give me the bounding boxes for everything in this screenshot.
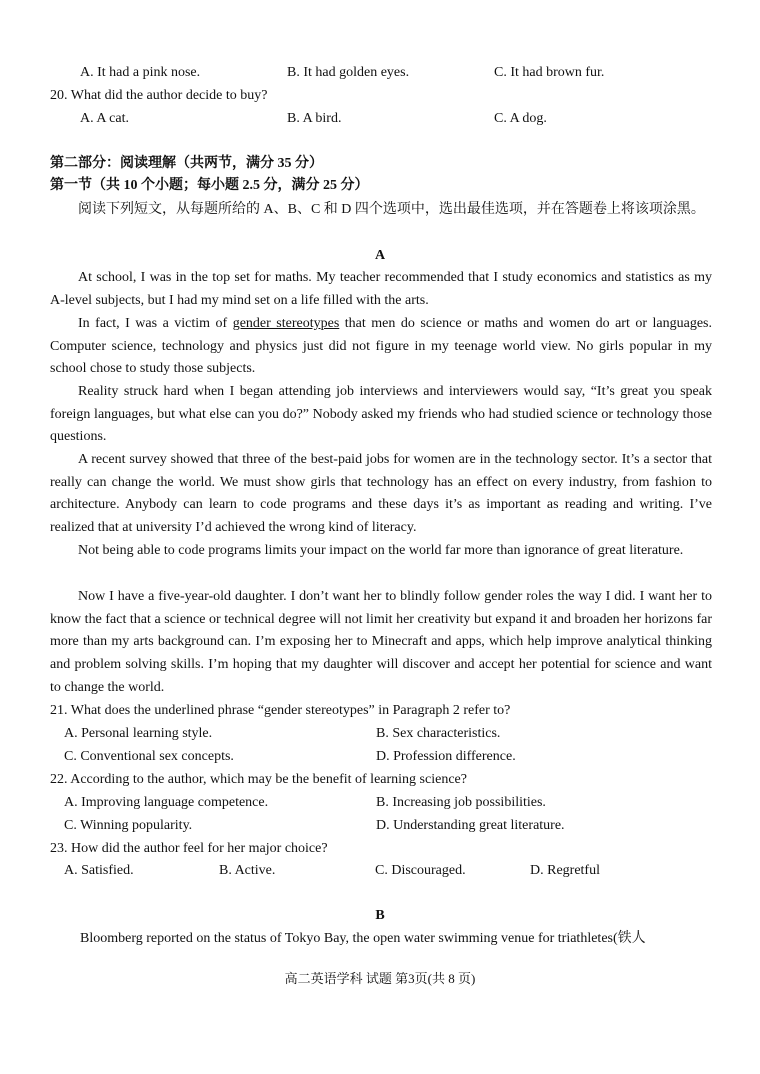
q19-option-b[interactable]: B. It had golden eyes.: [287, 65, 410, 80]
passage-a-paragraph-1: At school, I was in the top set for maths. My teacher recommended that I study economics and statistics as my A-level subjects, but I had my mind set on a life filled with the arts.: [50, 270, 712, 308]
q23-option-b[interactable]: B. Active.: [219, 863, 276, 878]
q23-stem: 23. How did the author feel for her major choice?: [50, 841, 328, 856]
q22-option-d[interactable]: D. Understanding great literature.: [376, 818, 565, 833]
part2-heading: 第二部分：阅读理解（共两节，满分 35 分）: [50, 156, 323, 171]
q21-option-a[interactable]: A. Personal learning style.: [64, 726, 213, 741]
page-footer: 高二英语学科 试题 第3页(共 8 页): [284, 971, 476, 986]
q20-stem: 20. What did the author decide to buy?: [50, 88, 268, 103]
passage-a-label: A: [374, 248, 386, 263]
q19-option-a[interactable]: A. It had a pink nose.: [80, 65, 201, 80]
q21-option-d[interactable]: D. Profession difference.: [376, 749, 516, 764]
section1-heading: 第一节（共 10 个小题；每小题 2.5 分，满分 25 分）: [50, 178, 369, 193]
q23-option-c[interactable]: C. Discouraged.: [375, 863, 466, 878]
q20-option-b[interactable]: B. A bird.: [287, 111, 342, 126]
p2-text-after: that men do science or maths and women do art or languages. Computer science, technology and physics just did not figure in my teenage world view. No girls popular in my school chose to study those subjects.: [50, 316, 712, 377]
q22-option-c[interactable]: C. Winning popularity.: [64, 818, 193, 833]
q23-option-d[interactable]: D. Regretful: [530, 863, 600, 878]
passage-a-paragraph-2: [50, 313, 712, 381]
passage-a-paragraph-5: Not being able to code programs limits your impact on the world far more than ignorance of great literature.: [78, 543, 684, 558]
passage-a-paragraph-4: A recent survey showed that three of the best-paid jobs for women are in the technology sector. It’s a sector that really can change the world. We must show girls that technology has an effect on every industry, from fashion to architecture. Anybody can learn to code programs and these days it’s as important as reading and writing. I’ve realized that at university I’d achieved the wrong kind of literacy.: [50, 452, 712, 536]
p2-text-before: In fact, I was a victim of: [78, 316, 233, 331]
q23-option-a[interactable]: A. Satisfied.: [64, 863, 134, 878]
q21-option-c[interactable]: C. Conventional sex concepts.: [64, 749, 234, 764]
instructions: 阅读下列短文，从每题所给的 A、B、C 和 D 四个选项中，选出最佳选项，并在答题卷上将该项涂黑。: [78, 202, 705, 217]
q20-option-c[interactable]: C. A dog.: [494, 111, 547, 126]
passage-b-label: B: [375, 908, 385, 923]
q22-option-b[interactable]: B. Increasing job possibilities.: [376, 795, 546, 810]
passage-a-paragraph-6: Now I have a five-year-old daughter. I don’t want her to blindly follow gender roles the way I did. I want her to know the fact that a science or technical degree will not limit her creativity but expand it and broaden her horizons far more than my arts background can. I’m exposing her to Minecraft and apps, which help improve analytical thinking and problem solving skills. I’m hoping that my daughter will discover and accept her potential for science and want to change the world.: [50, 589, 712, 695]
q20-option-a[interactable]: A. A cat.: [80, 111, 129, 126]
passage-a-paragraph-3: Reality struck hard when I began attending job interviews and interviewers would say, “It’s great you speak foreign languages, but what else can you do?” Nobody asked my friends who had studied science or technology those questions.: [50, 384, 712, 445]
underlined-phrase: gender stereotypes: [232, 316, 340, 331]
q21-option-b[interactable]: B. Sex characteristics.: [376, 726, 501, 741]
q22-stem: 22. According to the author, which may be the benefit of learning science?: [50, 772, 467, 787]
passage-b-first-line: Bloomberg reported on the status of Tokyo Bay, the open water swimming venue for triathletes(铁人: [80, 931, 646, 946]
q22-option-a[interactable]: A. Improving language competence.: [64, 795, 269, 810]
q21-stem: 21. What does the underlined phrase “gender stereotypes” in Paragraph 2 refer to?: [50, 703, 511, 718]
q19-option-c[interactable]: C. It had brown fur.: [494, 65, 605, 80]
